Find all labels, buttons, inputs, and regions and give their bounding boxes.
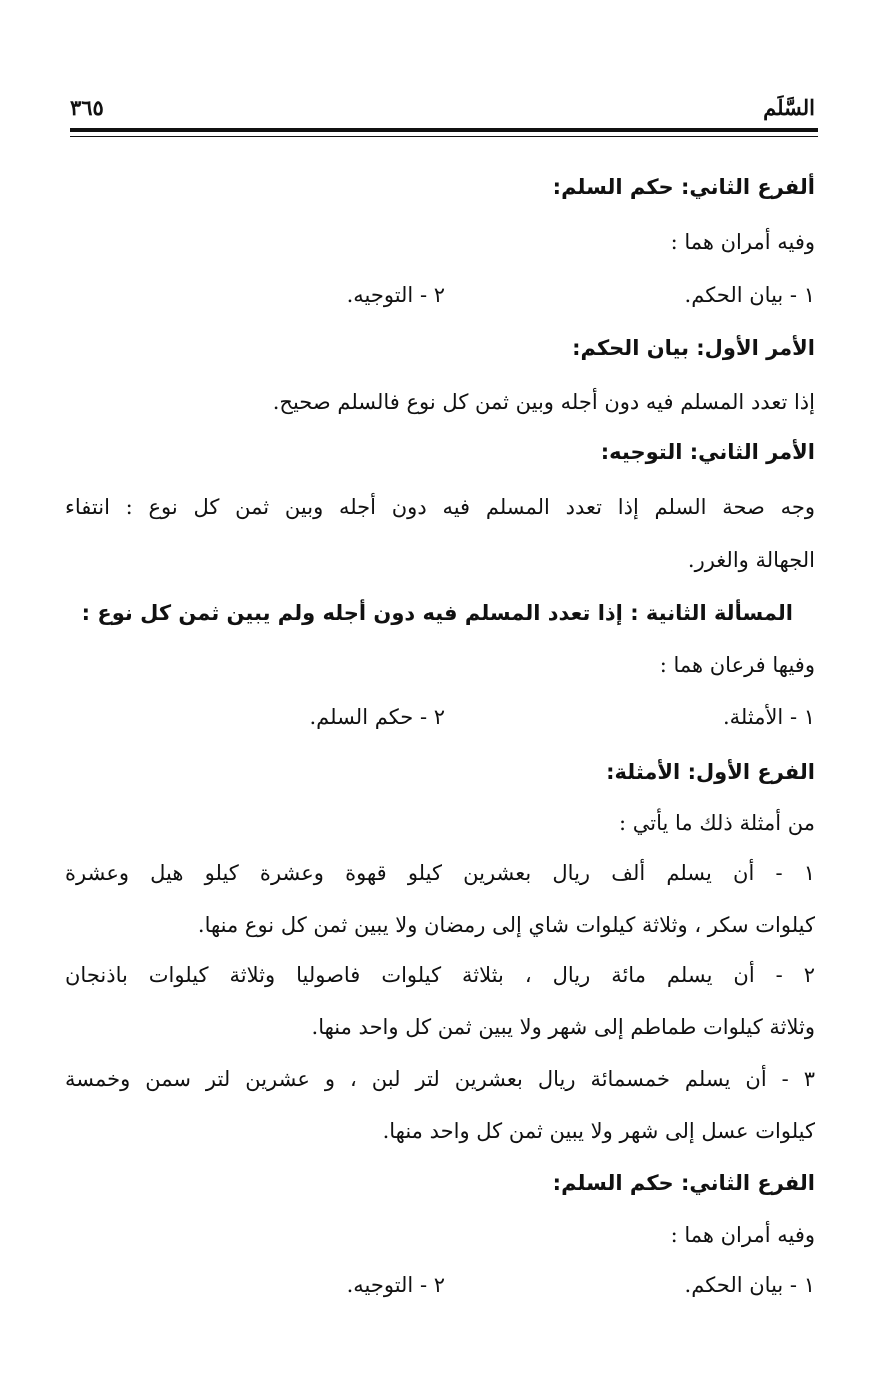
chapter-title: السَّلَم [763, 95, 815, 120]
paragraph-line: الجهالة والغرر. [687, 548, 815, 572]
section-heading: الفرع الثاني: حكم السلم: [552, 1171, 815, 1195]
list-row [65, 280, 815, 310]
list-item: ٢ - التوجيه. [346, 1273, 445, 1297]
paragraph-line: ٢ - أن يسلم مائة ريال ، بثلاثة كيلوات فاصوليا وثلاثة كيلوات باذنجان [65, 963, 815, 987]
section-heading: الفرع الأول: الأمثلة: [606, 760, 815, 784]
paragraph: وفيه أمران هما : [670, 230, 815, 254]
list-row [65, 702, 815, 732]
paragraph-line: ١ - أن يسلم ألف ريال بعشرين كيلو قهوة وعشرة كيلو هيل وعشرة [65, 861, 815, 885]
paragraph-line: ٣ - أن يسلم خمسمائة ريال بعشرين لتر لبن ، و عشرين لتر سمن وخمسة [65, 1067, 815, 1091]
header-rule-thin [70, 136, 818, 137]
list-item: ١ - بيان الحكم. [684, 283, 815, 307]
page-number: ٣٦٥ [70, 95, 104, 120]
section-heading: المسألة الثانية : إذا تعدد المسلم فيه دون أجله ولم يبين ثمن كل نوع : [81, 601, 793, 625]
paragraph-line: كيلوات سكر ، وثلاثة كيلوات شاي إلى رمضان ولا يبين ثمن كل نوع منها. [197, 913, 815, 937]
paragraph: إذا تعدد المسلم فيه دون أجله وبين ثمن كل نوع فالسلم صحيح. [272, 390, 815, 414]
running-header [70, 95, 815, 125]
list-item: ١ - الأمثلة. [722, 705, 815, 729]
list-item: ٢ - التوجيه. [346, 283, 445, 307]
header-rule [70, 128, 818, 132]
paragraph-line: وجه صحة السلم إذا تعدد المسلم فيه دون أجله وبين ثمن كل نوع : انتفاء [65, 495, 815, 519]
section-heading: الأمر الثاني: التوجيه: [600, 440, 815, 464]
paragraph: وفيها فرعان هما : [659, 653, 815, 677]
list-item: ١ - بيان الحكم. [684, 1273, 815, 1297]
paragraph: من أمثلة ذلك ما يأتي : [618, 811, 815, 835]
list-row [65, 1270, 815, 1300]
section-heading: الأمر الأول: بيان الحكم: [572, 336, 815, 360]
list-item: ٢ - حكم السلم. [309, 705, 445, 729]
paragraph-line: وثلاثة كيلوات طماطم إلى شهر ولا يبين ثمن كل واحد منها. [311, 1015, 815, 1039]
paragraph-line: كيلوات عسل إلى شهر ولا يبين ثمن كل واحد منها. [382, 1119, 815, 1143]
paragraph: وفيه أمران هما : [670, 1223, 815, 1247]
section-heading: ألفرع الثاني: حكم السلم: [552, 175, 815, 199]
